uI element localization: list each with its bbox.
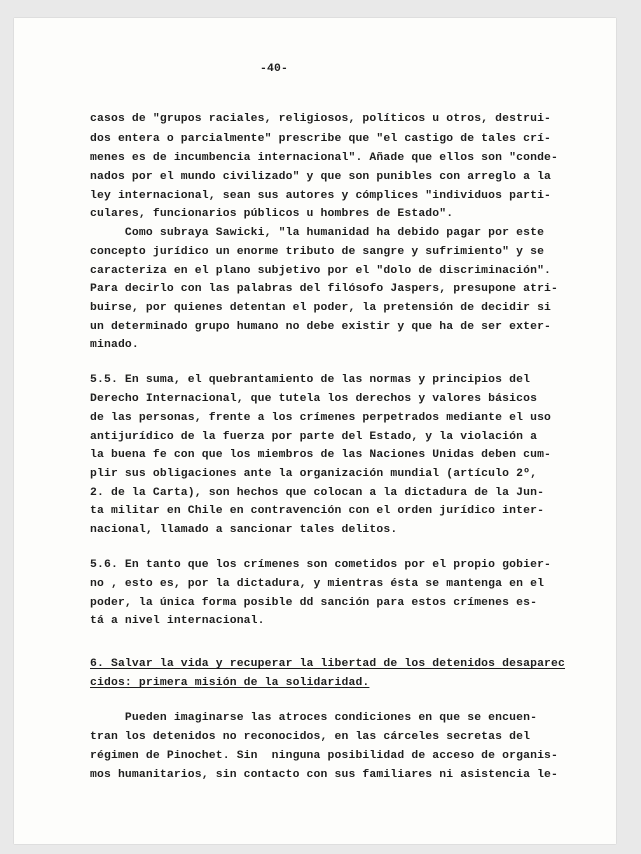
text-line: culares, funcionarios públicos u hombres de Estado". [90,208,454,220]
text-line: poder, la única forma posible dd sanción para estos crímenes es- [90,597,538,609]
text-line: 2. de la Carta), son hechos que colocan a la dictadura de la Jun- [90,487,545,499]
section-5-5-line: 5.5. En suma, el quebrantamiento de las normas y principios del [90,374,531,386]
text-line: plir sus obligaciones ante la organización mundial (artículo 2º, [90,468,538,480]
text-line: nados por el mundo civilizado" y que son punibles con arreglo a la [90,171,552,183]
text-line: concepto jurídico un enorme tributo de sangre y sufrimiento" y se [90,246,545,258]
text-line: menes es de incumbencia internacional". Añade que ellos son "conde- [90,152,559,164]
text-line: un determinado grupo humano no debe existir y que ha de ser exter- [90,321,552,333]
text-line: Pueden imaginarse las atroces condiciones en que se encuen- [90,712,538,724]
text-line: régimen de Pinochet. Sin ninguna posibilidad de acceso de organis- [90,750,559,762]
text-line: antijurídico de la fuerza por parte del Estado, y la violación a [90,431,538,443]
text-line: caracteriza en el plano subjetivo por el "dolo de discriminación". [90,265,552,277]
text-line: tran los detenidos no reconocidos, en las cárceles secretas del [90,731,531,743]
text-line: Para decirlo con las palabras del filósofo Jaspers, presupone atri- [90,283,559,295]
text-line: Como subraya Sawicki, "la humanidad ha debido pagar por este [90,227,545,239]
section-6-heading-cont: cidos: primera misión de la solidaridad. [90,677,370,689]
section-5-6-line: 5.6. En tanto que los crímenes son cometidos por el propio gobier- [90,559,552,571]
text-line: ley internacional, sean sus autores y cómplices "individuos parti- [90,190,552,202]
text-line: tá a nivel internacional. [90,615,265,627]
section-6-heading: 6. Salvar la vida y recuperar la libertad de los detenidos desaparec [90,658,566,670]
text-line: buirse, por quienes detentan el poder, la pretensión de decidir si [90,302,552,314]
text-line: nacional, llamado a sancionar tales delitos. [90,524,398,536]
text-line: la buena fe con que los miembros de las Naciones Unidas deben cum- [90,449,552,461]
text-line: casos de "grupos raciales, religiosos, políticos u otros, destrui- [90,113,552,125]
page-number: -40- [260,63,288,75]
text-line: no , esto es, por la dictadura, y mientras ésta se mantenga en el [90,578,545,590]
text-line: minado. [90,339,139,351]
document-page [14,18,616,844]
text-line: de las personas, frente a los crímenes perpetrados mediante el uso [90,412,552,424]
text-line: Derecho Internacional, que tutela los derechos y valores básicos [90,393,538,405]
text-line: dos entera o parcialmente" prescribe que "el castigo de tales crí- [90,133,552,145]
text-line: mos humanitarios, sin contacto con sus familiares ni asistencia le- [90,769,559,781]
text-line: ta militar en Chile en contravención con el orden jurídico inter- [90,505,545,517]
